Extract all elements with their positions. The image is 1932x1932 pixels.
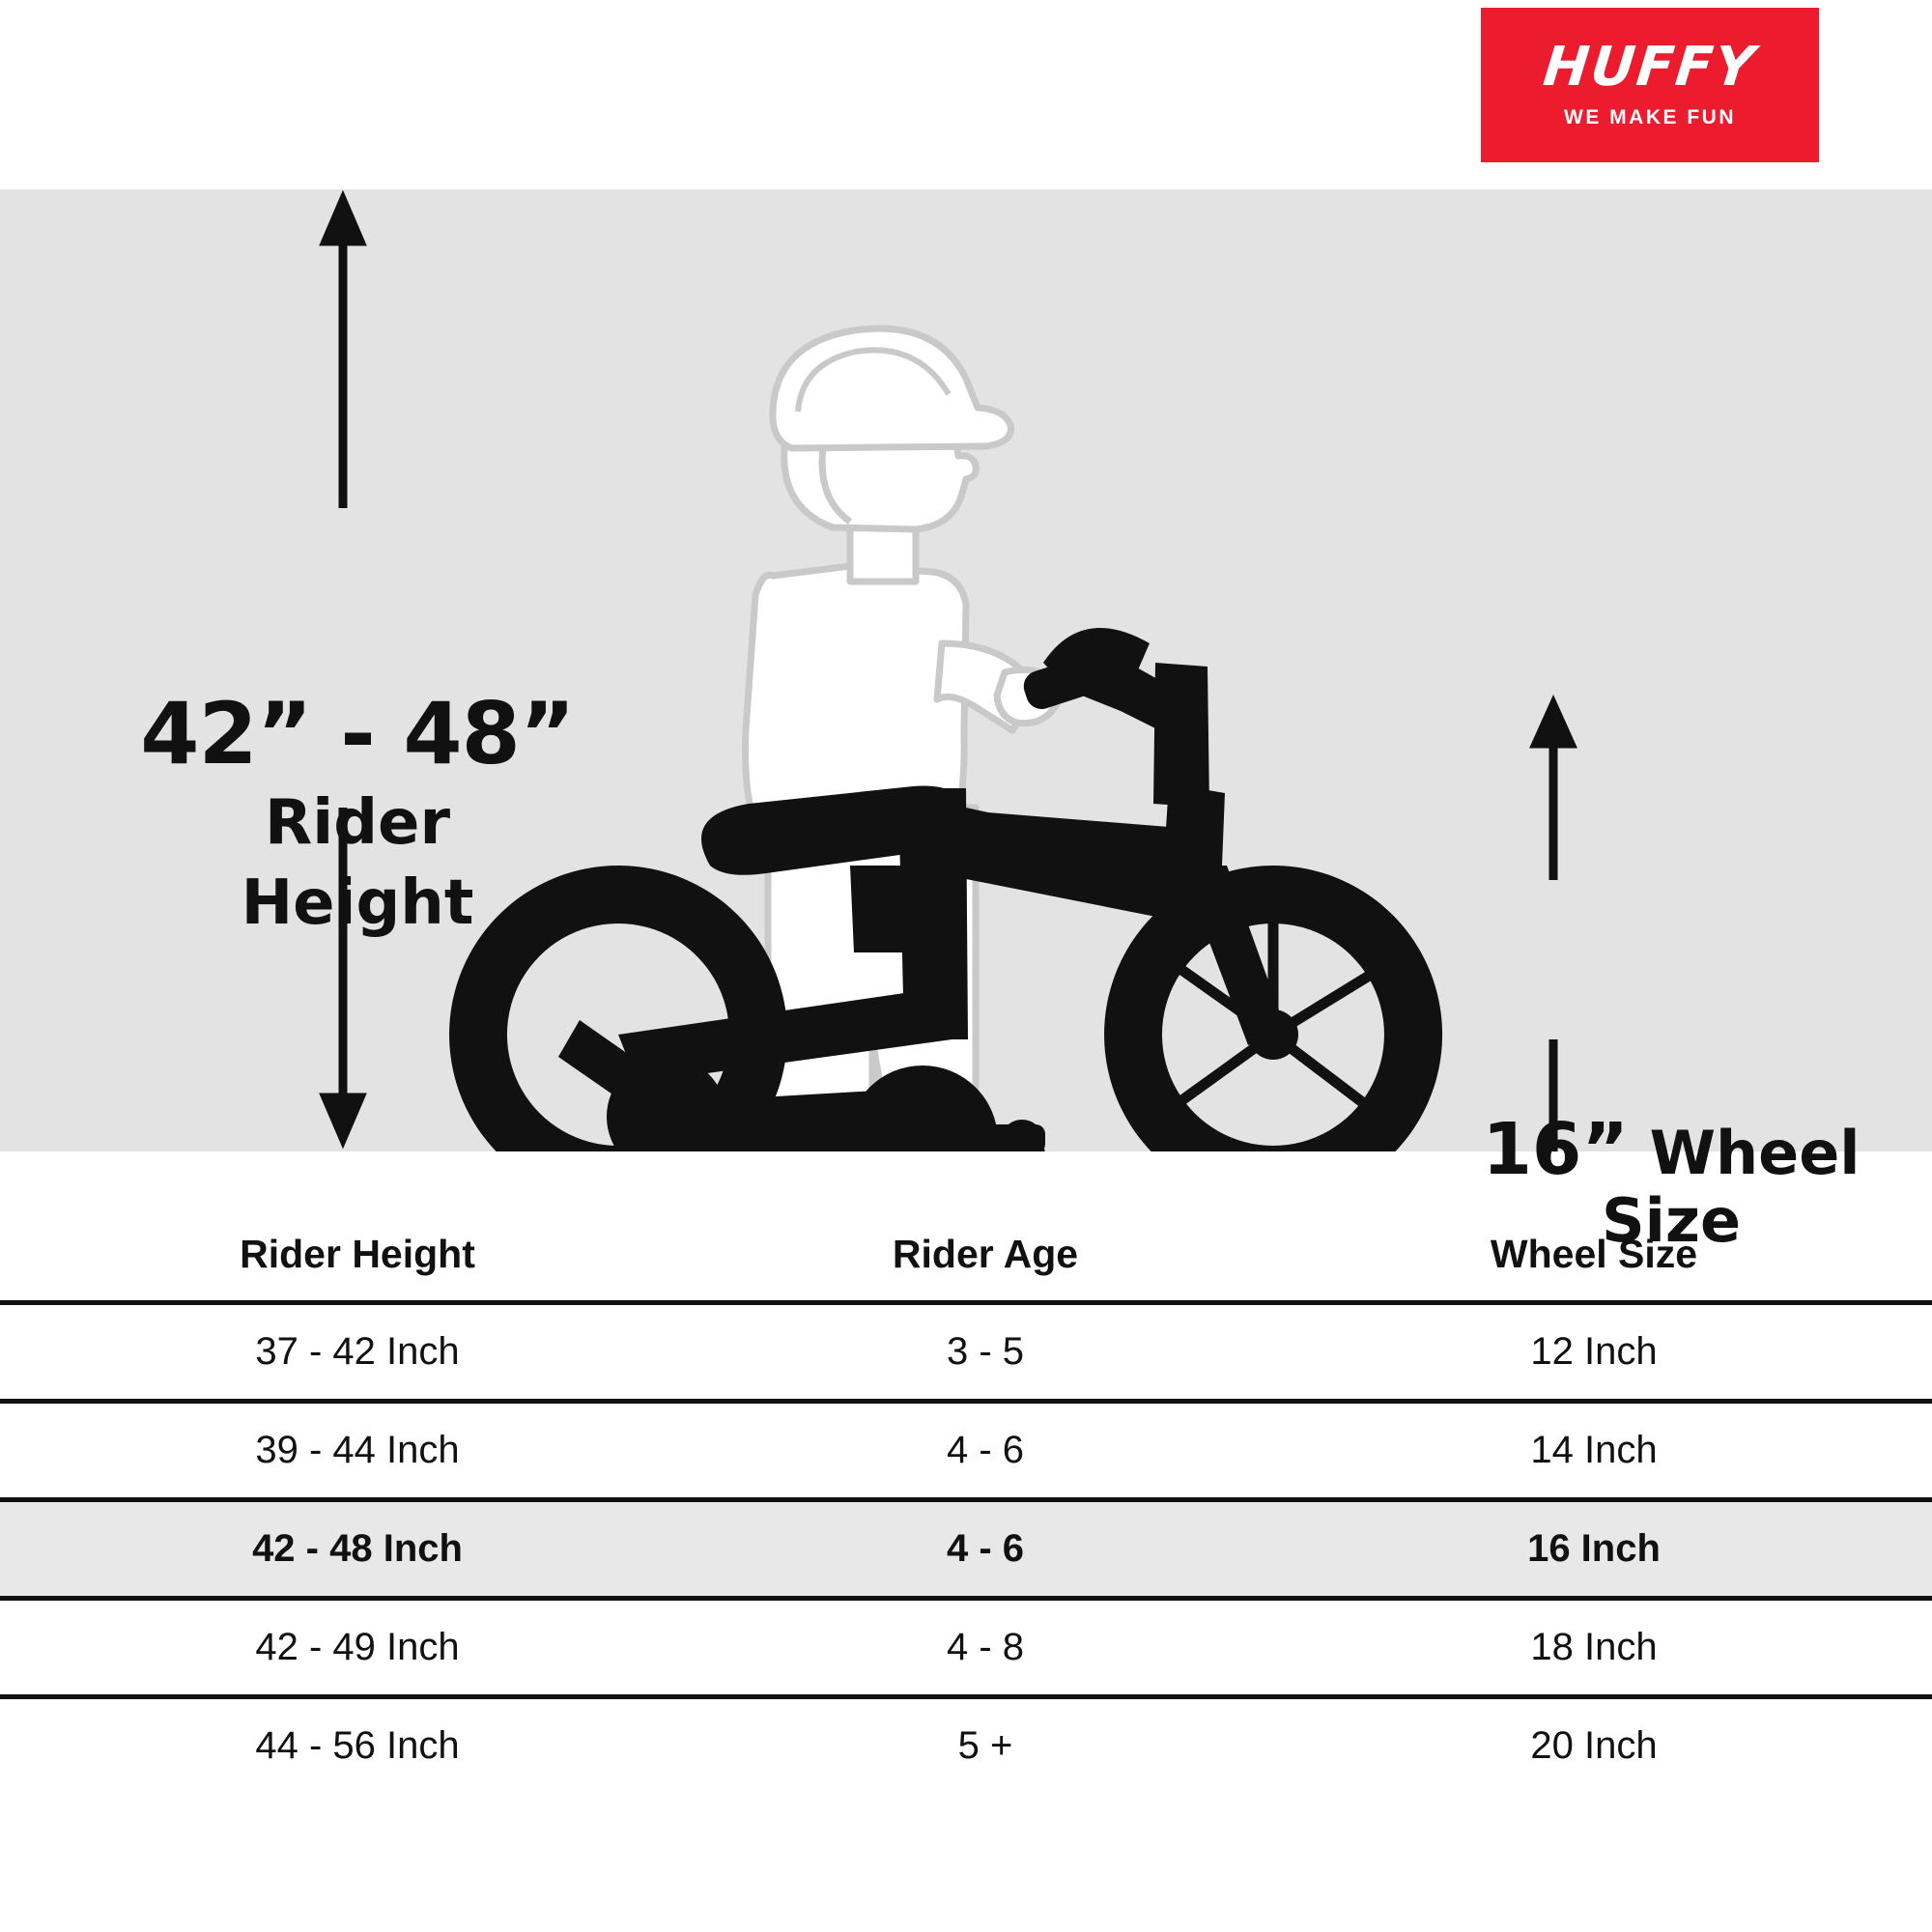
rider-height-arrow	[326, 201, 360, 1138]
rider-height-caption-line2: Height	[241, 867, 474, 940]
cell-rider-height: 44 - 56 Inch	[255, 1724, 460, 1767]
brand-tagline: WE MAKE FUN	[1564, 106, 1736, 128]
cell-rider-height: 42 - 49 Inch	[255, 1626, 460, 1668]
bike-and-rider-illustration	[0, 189, 1932, 1151]
column-header-rider-age: Rider Age	[892, 1231, 1079, 1276]
cell-rider-age: 4 - 6	[946, 1527, 1025, 1570]
table-row	[0, 1300, 1932, 1399]
wheel-size-caption-line1: Wheel	[1649, 1118, 1861, 1188]
rider-height-callout	[106, 684, 609, 940]
huffy-logo	[1481, 8, 1819, 162]
cell-rider-height: 39 - 44 Inch	[255, 1429, 460, 1471]
table-row	[0, 1399, 1932, 1497]
rider-height-value: 42” - 48”	[140, 684, 575, 783]
cell-wheel-size: 20 Inch	[1530, 1724, 1658, 1767]
cell-wheel-size: 18 Inch	[1530, 1626, 1658, 1668]
cell-rider-height: 42 - 48 Inch	[252, 1527, 463, 1570]
cell-rider-height: 37 - 42 Inch	[255, 1330, 460, 1373]
column-header-wheel-size: Wheel Size	[1490, 1231, 1698, 1276]
sizing-table	[0, 1208, 1932, 1793]
cell-rider-age: 4 - 6	[946, 1429, 1025, 1471]
wheel-size-arrow	[1536, 705, 1571, 1151]
cell-wheel-size: 12 Inch	[1530, 1330, 1658, 1373]
table-row-selected	[0, 1497, 1932, 1596]
cell-wheel-size: 14 Inch	[1530, 1429, 1658, 1471]
rider-height-caption-line1: Rider	[265, 787, 450, 859]
wheel-size-caption-line2: Size	[1601, 1184, 1742, 1256]
table-row	[0, 1694, 1932, 1793]
column-header-rider-height: Rider Height	[240, 1231, 475, 1276]
cell-wheel-size: 16 Inch	[1527, 1527, 1661, 1570]
table-row	[0, 1596, 1932, 1694]
cell-rider-age: 5 +	[957, 1724, 1013, 1767]
brand-name: HUFFY	[1540, 36, 1760, 99]
wheel-size-value: 16”	[1482, 1108, 1630, 1191]
cell-rider-age: 4 - 8	[946, 1626, 1025, 1668]
table-header-row	[0, 1208, 1932, 1300]
cell-rider-age: 3 - 5	[946, 1330, 1025, 1373]
